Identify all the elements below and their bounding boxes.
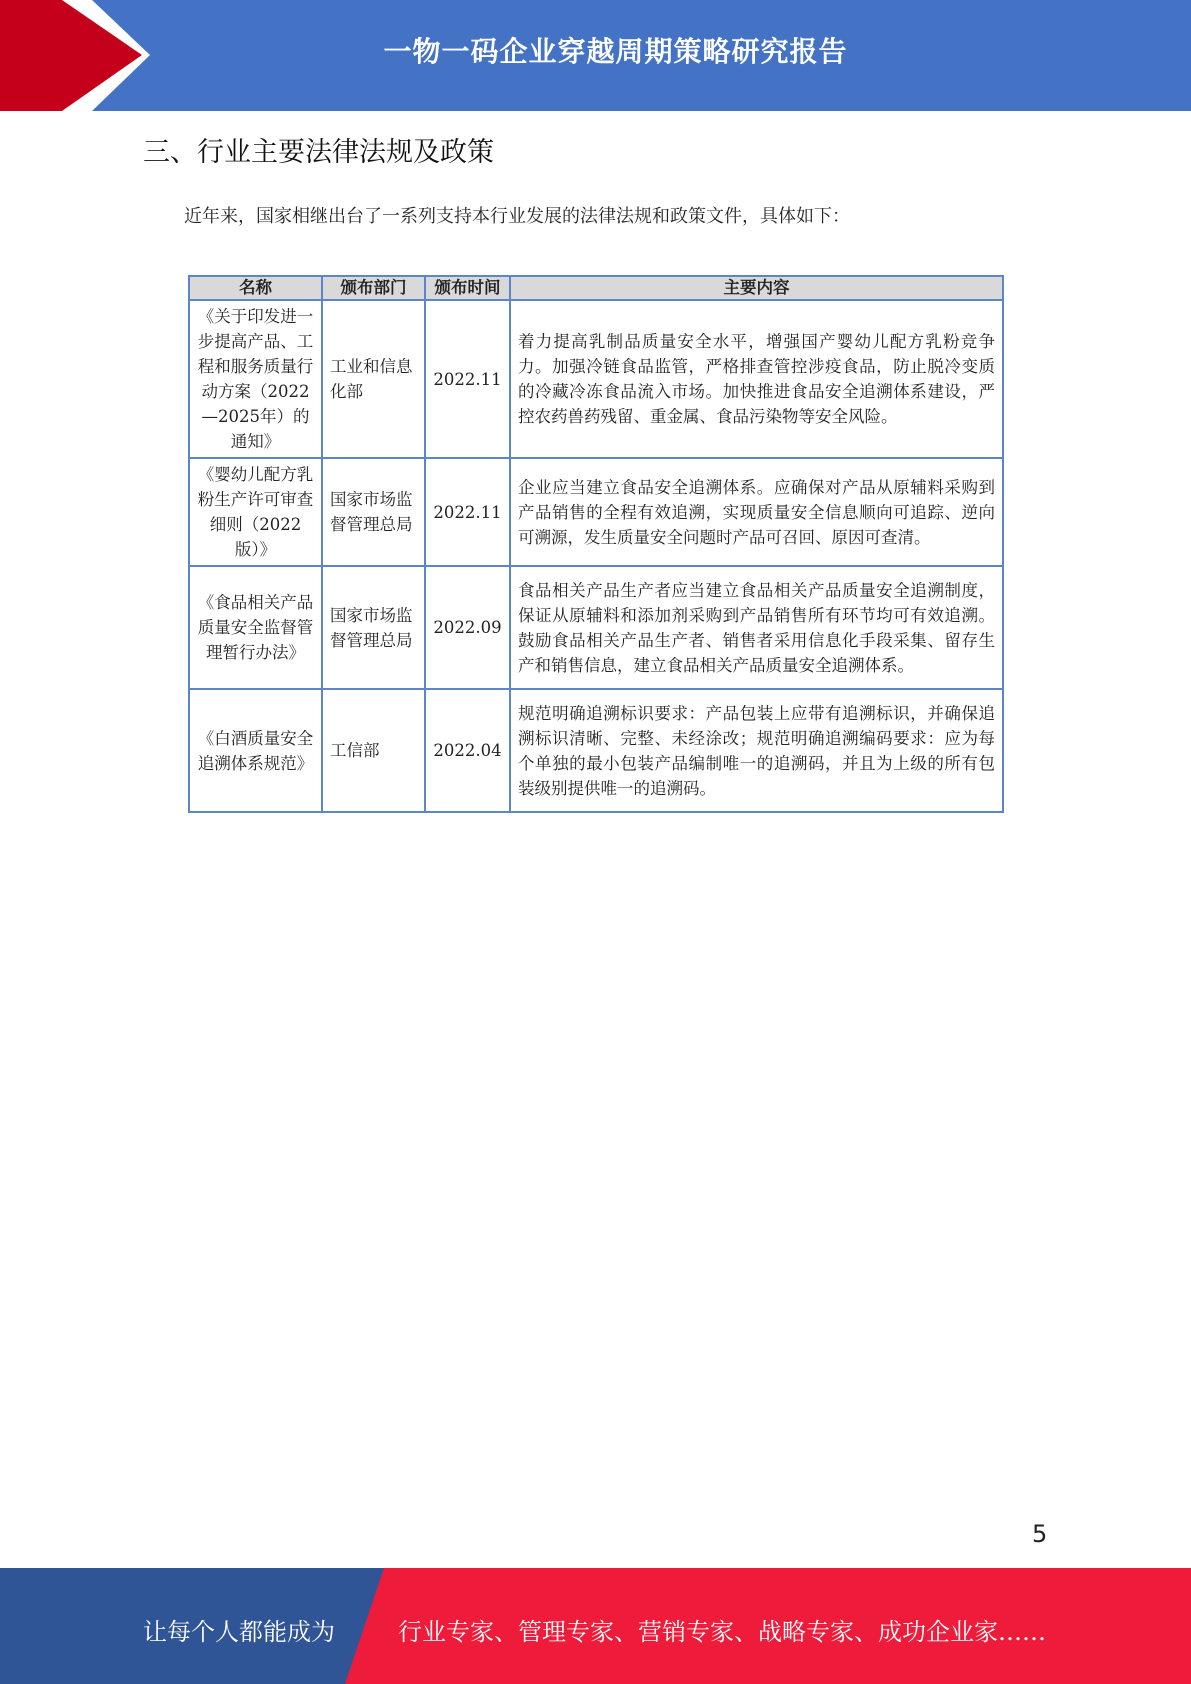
policy-date: 2022.11 [425, 300, 510, 458]
page-number: 5 [1032, 1520, 1048, 1548]
header-content: 主要内容 [510, 276, 1003, 300]
policy-date: 2022.04 [425, 689, 510, 812]
table-row [189, 300, 1003, 458]
policy-date: 2022.11 [425, 458, 510, 566]
header-date: 颁布时间 [425, 276, 510, 300]
policy-name: 《婴幼儿配方乳粉生产许可审查细则（2022版）》 [189, 458, 322, 566]
section-heading: 三、行业主要法律法规及政策 [143, 137, 494, 168]
header-band [0, 0, 1191, 111]
header-dept: 颁布部门 [322, 276, 425, 300]
policy-table [188, 275, 1004, 813]
policy-content: 规范明确追溯标识要求：产品包装上应带有追溯标识，并确保追溯标识清晰、完整、未经涂改；规范明确追溯编码要求：应为每个单独的最小包装产品编制唯一的追溯码，并且为上级的所有包装级别提供唯一的追溯码。 [510, 689, 1003, 812]
policy-content: 企业应当建立食品安全追溯体系。应确保对产品从原辅料采购到产品销售的全程有效追溯，实现质量安全信息顺向可追踪、逆向可溯源，发生质量安全问题时产品可召回、原因可查清。 [510, 458, 1003, 566]
policy-content: 食品相关产品生产者应当建立食品相关产品质量安全追溯制度，保证从原辅料和添加剂采购到产品销售所有环节均可有效追溯。鼓励食品相关产品生产者、销售者采用信息化手段采集、留存生产和销售信息，建立食品相关产品质量安全追溯体系。 [510, 566, 1003, 689]
policy-content: 着力提高乳制品质量安全水平，增强国产婴幼儿配方乳粉竞争力。加强冷链食品监管，严格排查管控涉疫食品，防止脱冷变质的冷藏冷冻食品流入市场。加快推进食品安全追溯体系建设，严控农药兽药残留、重金属、食品污染物等安全风险。 [510, 300, 1003, 458]
policy-date: 2022.09 [425, 566, 510, 689]
policy-dept: 工业和信息化部 [322, 300, 425, 458]
header-name: 名称 [189, 276, 322, 300]
report-title: 一物一码企业穿越周期策略研究报告 [383, 35, 848, 68]
footer-slogan-right: 行业专家、管理专家、营销专家、战略专家、成功企业家…… [398, 1618, 1046, 1646]
policy-name: 《白酒质量安全追溯体系规范》 [189, 689, 322, 812]
table-header-row [189, 276, 1003, 300]
footer-slogan-left: 让每个人都能成为 [143, 1618, 335, 1646]
table-row [189, 458, 1003, 566]
table-row [189, 689, 1003, 812]
policy-dept: 国家市场监督管理总局 [322, 566, 425, 689]
policy-dept: 工信部 [322, 689, 425, 812]
policy-name: 《食品相关产品质量安全监督管理暂行办法》 [189, 566, 322, 689]
intro-paragraph: 近年来，国家相继出台了一系列支持本行业发展的法律法规和政策文件，具体如下： [184, 206, 850, 227]
footer-band [0, 1568, 1191, 1684]
table-row [189, 566, 1003, 689]
policy-dept: 国家市场监督管理总局 [322, 458, 425, 566]
policy-name: 《关于印发进一步提高产品、工程和服务质量行动方案（2022—2025年）的通知》 [189, 300, 322, 458]
